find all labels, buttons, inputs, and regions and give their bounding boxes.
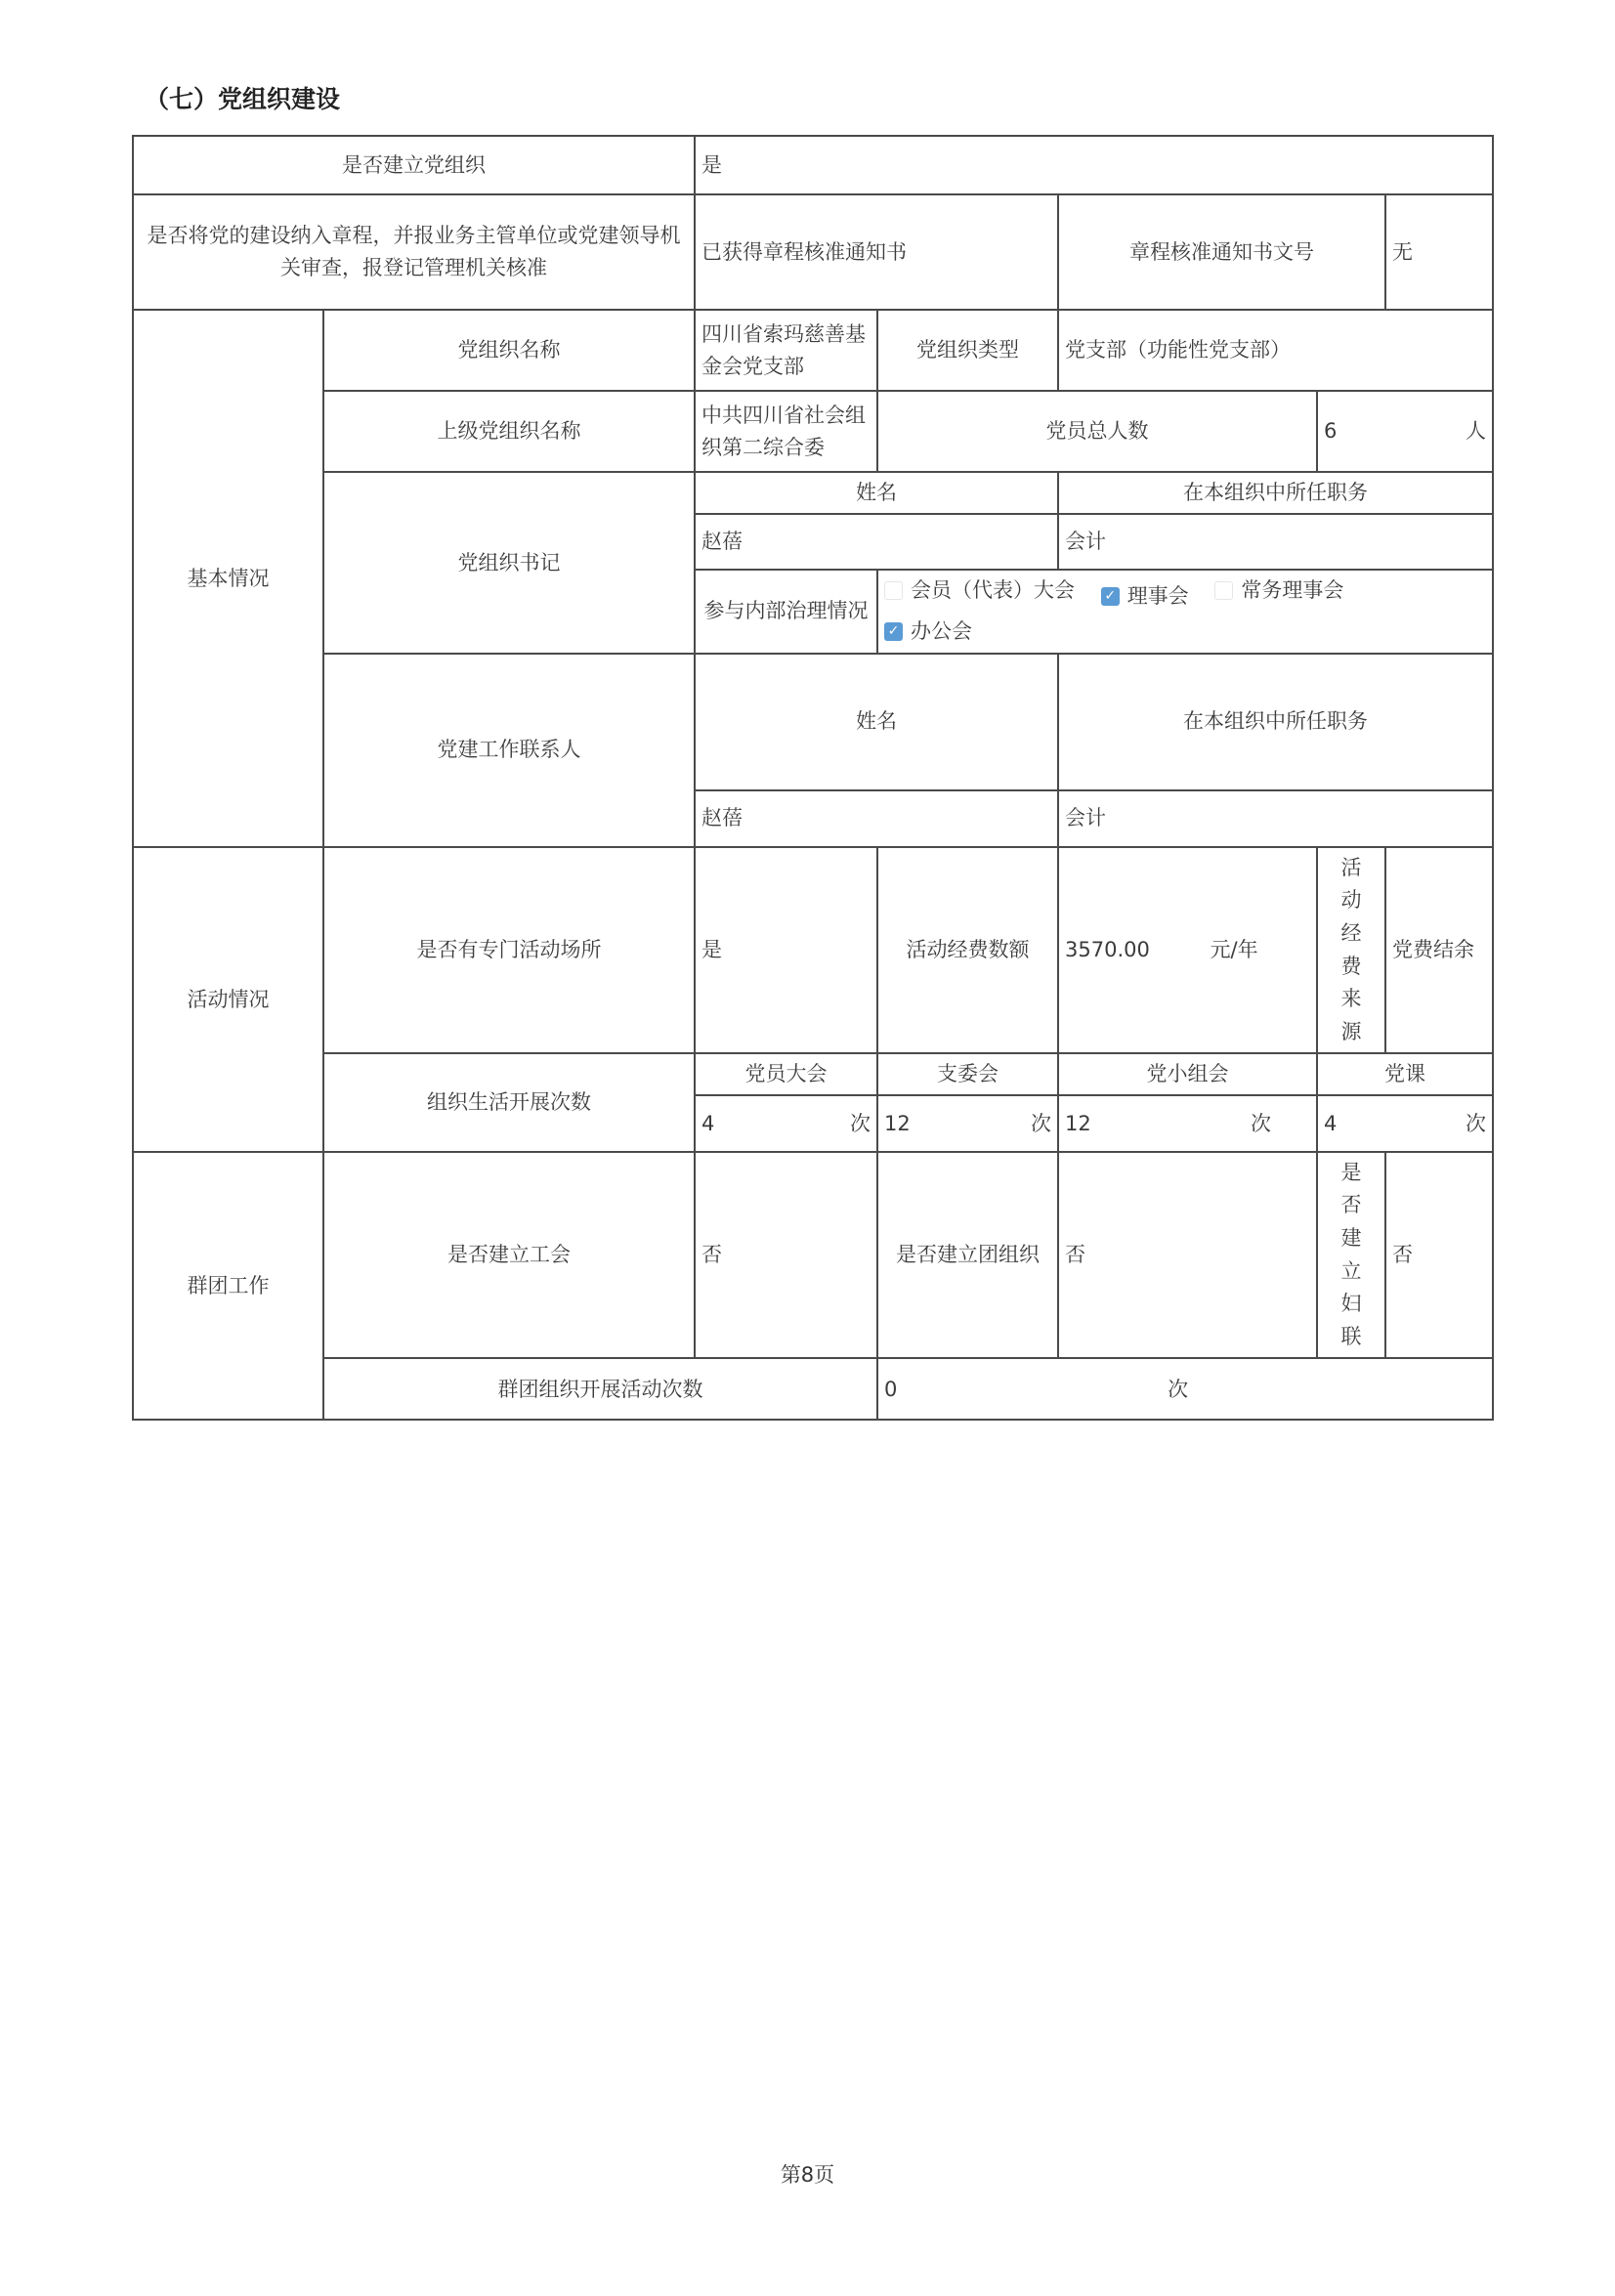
contact-label: 党建工作联系人 xyxy=(323,654,695,847)
option-standing-council[interactable]: 常务理事会 xyxy=(1214,574,1343,607)
funds-source-label: 活动经费来源 xyxy=(1317,847,1385,1054)
meeting-header: 党小组会 xyxy=(1058,1053,1317,1095)
contact-name-header: 姓名 xyxy=(695,654,1058,790)
option-member-congress[interactable]: 会员（代表）大会 xyxy=(884,574,1075,607)
funds-value: 3570.00 xyxy=(1065,938,1150,962)
funds-cell xyxy=(1058,847,1317,1054)
youth-label: 是否建立团组织 xyxy=(877,1152,1058,1359)
meeting-count: 4 xyxy=(701,1111,715,1135)
secretary-name: 赵蓓 xyxy=(695,514,1058,570)
meeting-header: 党课 xyxy=(1317,1053,1493,1095)
page-number: 第8页 xyxy=(780,2163,835,2187)
youth-value: 否 xyxy=(1058,1152,1317,1359)
option-office-meeting[interactable]: ✓ 办公会 xyxy=(884,616,972,648)
meeting-count-cell xyxy=(695,1095,877,1152)
meeting-count-cell xyxy=(1317,1095,1493,1152)
meeting-unit: 次 xyxy=(1031,1111,1051,1135)
org-type-value: 党支部（功能性党支部） xyxy=(1058,310,1493,391)
checkbox-unchecked-icon[interactable] xyxy=(1214,581,1233,600)
activity-group-label: 活动情况 xyxy=(133,847,323,1152)
meeting-count-cell xyxy=(1058,1095,1317,1152)
funds-source-value: 党费结余 xyxy=(1385,847,1493,1054)
member-total-unit: 人 xyxy=(1466,419,1486,444)
charter-doc-label: 章程核准通知书文号 xyxy=(1058,194,1385,310)
mass-activity-count-unit: 次 xyxy=(1168,1377,1189,1401)
venue-label: 是否有专门活动场所 xyxy=(323,847,695,1054)
meeting-unit: 次 xyxy=(1251,1111,1271,1135)
governance-label: 参与内部治理情况 xyxy=(695,570,877,654)
org-name-label: 党组织名称 xyxy=(323,310,695,391)
member-total-value: 6 xyxy=(1324,419,1338,444)
section-title: （七）党组织建设 xyxy=(145,85,341,113)
contact-position-header: 在本组织中所任职务 xyxy=(1058,654,1493,790)
mass-activity-count-cell xyxy=(877,1358,1493,1420)
women-label: 是否建立妇联 xyxy=(1317,1152,1385,1359)
org-name-value: 四川省索玛慈善基金会党支部 xyxy=(695,310,877,391)
parent-org-label: 上级党组织名称 xyxy=(323,391,695,472)
has-party-org-value: 是 xyxy=(695,136,1493,194)
meeting-count: 12 xyxy=(1065,1111,1091,1135)
union-value: 否 xyxy=(695,1152,877,1359)
charter-doc-value: 无 xyxy=(1385,194,1493,310)
option-council[interactable]: ✓ 理事会 xyxy=(1101,580,1189,613)
checkbox-checked-icon[interactable]: ✓ xyxy=(1101,587,1120,606)
basic-group-label: 基本情况 xyxy=(133,310,323,847)
mass-activity-count-value: 0 xyxy=(884,1377,898,1401)
mass-activity-count-label: 群团组织开展活动次数 xyxy=(323,1358,877,1420)
secretary-label: 党组织书记 xyxy=(323,472,695,654)
charter-label: 是否将党的建设纳入章程，并报业务主管单位或党建领导机关审查，报登记管理机关核准 xyxy=(133,194,695,310)
venue-value: 是 xyxy=(695,847,877,1054)
mass-group-label: 群团工作 xyxy=(133,1152,323,1421)
meeting-count-cell xyxy=(877,1095,1058,1152)
secretary-position: 会计 xyxy=(1058,514,1493,570)
secretary-position-header: 在本组织中所任职务 xyxy=(1058,472,1493,514)
meeting-unit: 次 xyxy=(850,1111,871,1135)
life-label: 组织生活开展次数 xyxy=(323,1053,695,1152)
charter-value: 已获得章程核准通知书 xyxy=(695,194,1058,310)
meeting-count: 12 xyxy=(884,1111,911,1135)
party-org-table xyxy=(132,135,1494,1421)
meeting-count: 4 xyxy=(1324,1111,1338,1135)
meeting-header: 党员大会 xyxy=(695,1053,877,1095)
checkbox-unchecked-icon[interactable] xyxy=(884,581,903,600)
funds-label: 活动经费数额 xyxy=(877,847,1058,1054)
meeting-header: 支委会 xyxy=(877,1053,1058,1095)
meeting-unit: 次 xyxy=(1466,1111,1486,1135)
member-total-label: 党员总人数 xyxy=(877,391,1317,472)
parent-org-value: 中共四川省社会组织第二综合委 xyxy=(695,391,877,472)
contact-position: 会计 xyxy=(1058,790,1493,847)
checkbox-checked-icon[interactable]: ✓ xyxy=(884,622,903,641)
secretary-name-header: 姓名 xyxy=(695,472,1058,514)
governance-options xyxy=(877,570,1493,654)
member-total-cell xyxy=(1317,391,1493,472)
funds-unit: 元/年 xyxy=(1210,938,1258,962)
org-type-label: 党组织类型 xyxy=(877,310,1058,391)
union-label: 是否建立工会 xyxy=(323,1152,695,1359)
has-party-org-label: 是否建立党组织 xyxy=(133,136,695,194)
women-value: 否 xyxy=(1385,1152,1493,1359)
contact-name: 赵蓓 xyxy=(695,790,1058,847)
